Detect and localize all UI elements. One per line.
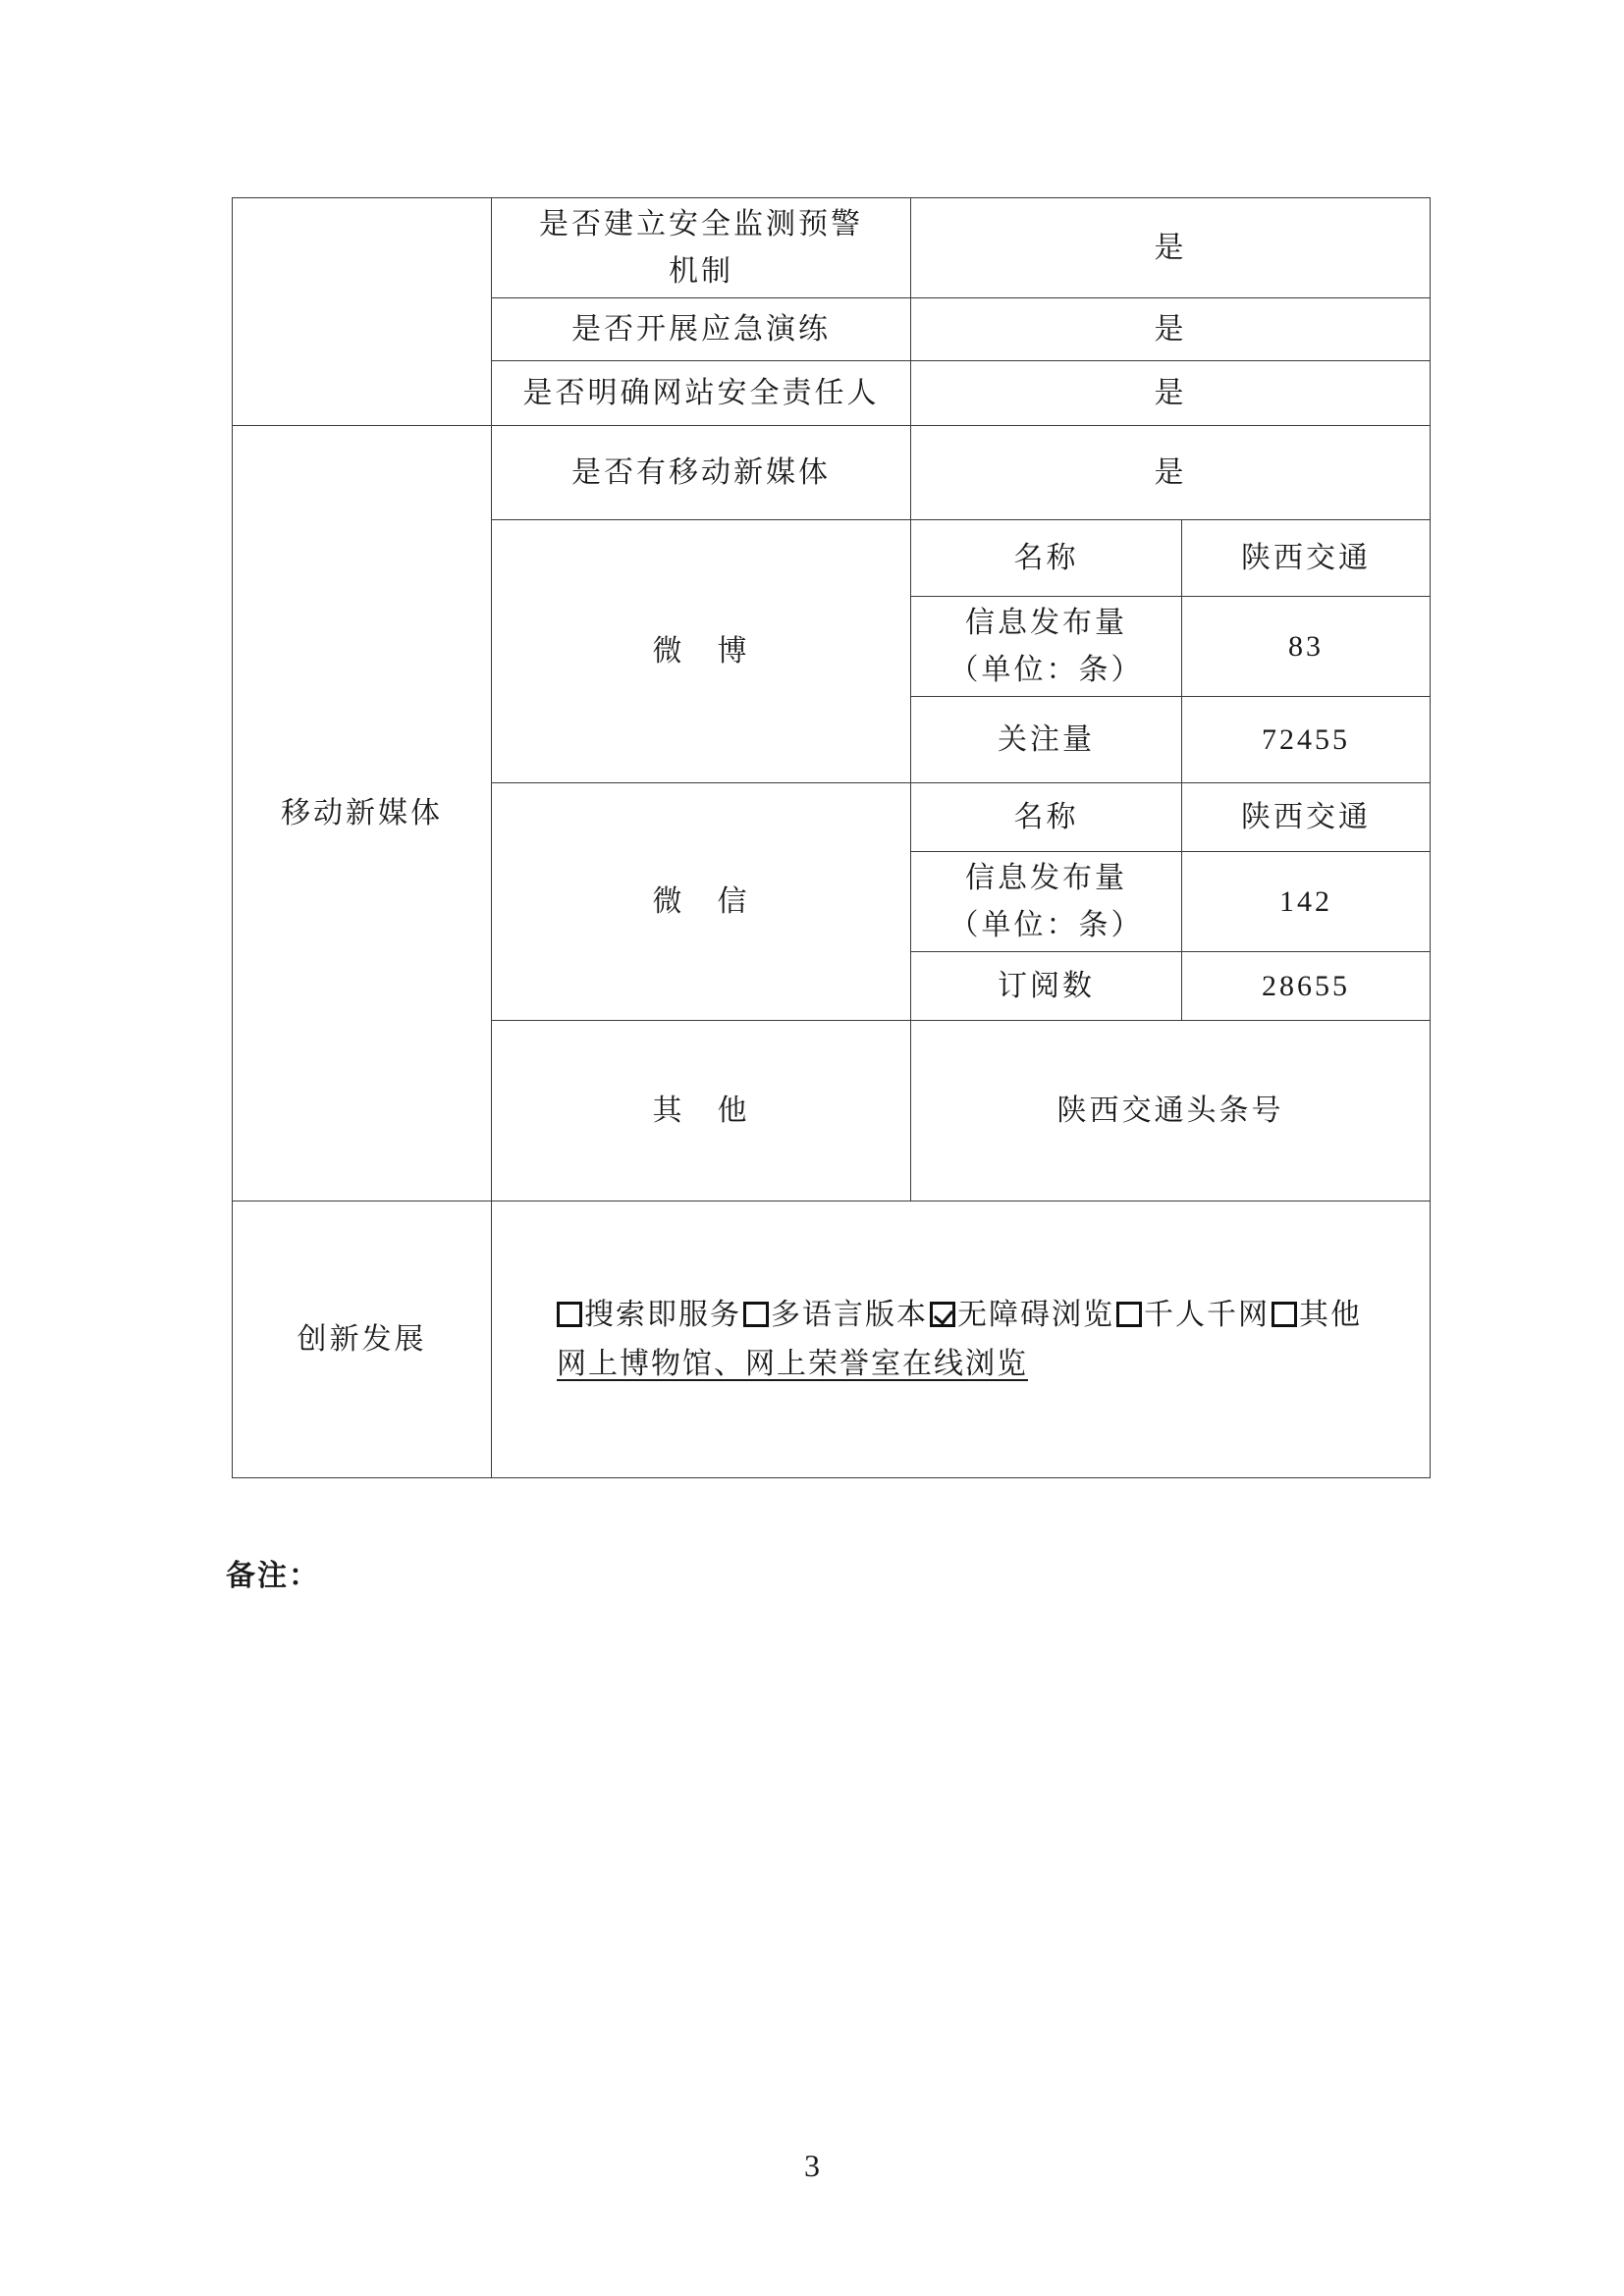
innovation-other-line xyxy=(557,1340,1420,1389)
report-table xyxy=(232,197,1431,1478)
weibo-label: 微 博 xyxy=(492,520,911,783)
wechat-label: 微 信 xyxy=(492,783,911,1021)
option-search-service-label: 搜索即服务 xyxy=(584,1297,741,1332)
checkbox-search-service[interactable] xyxy=(557,1302,582,1327)
innovation-options-line xyxy=(557,1291,1420,1340)
wechat-posts-label: 信息发布量（单位：条） xyxy=(911,852,1182,952)
has-mobile-media-value: 是 xyxy=(911,426,1431,520)
wechat-posts-value: 142 xyxy=(1182,852,1431,952)
wechat-subscribers-label: 订阅数 xyxy=(911,952,1182,1021)
table-row xyxy=(233,426,1431,520)
weibo-posts-label: 信息发布量（单位：条） xyxy=(911,597,1182,697)
emergency-drill-value: 是 xyxy=(911,298,1431,361)
innovation-other-text: 网上博物馆、网上荣誉室在线浏览 xyxy=(557,1346,1028,1381)
option-personalized-label: 千人千网 xyxy=(1144,1297,1270,1332)
innovation-section-label: 创新发展 xyxy=(233,1201,492,1478)
table-row xyxy=(233,198,1431,298)
weibo-name-value: 陕西交通 xyxy=(1182,520,1431,597)
table-row xyxy=(233,1201,1431,1478)
checkbox-personalized[interactable] xyxy=(1116,1302,1142,1327)
has-mobile-media-label: 是否有移动新媒体 xyxy=(492,426,911,520)
other-media-value: 陕西交通头条号 xyxy=(911,1021,1431,1201)
notes-label: 备注： xyxy=(226,1559,320,1593)
security-officer-value: 是 xyxy=(911,361,1431,426)
innovation-options-cell xyxy=(492,1201,1431,1478)
emergency-drill-label: 是否开展应急演练 xyxy=(492,298,911,361)
weibo-posts-value: 83 xyxy=(1182,597,1431,697)
security-monitoring-value: 是 xyxy=(911,198,1431,298)
mobile-media-section-label: 移动新媒体 xyxy=(233,426,492,1201)
weibo-name-label: 名称 xyxy=(911,520,1182,597)
weibo-followers-value: 72455 xyxy=(1182,697,1431,783)
wechat-name-label: 名称 xyxy=(911,783,1182,852)
option-accessibility-label: 无障碍浏览 xyxy=(957,1297,1114,1332)
security-section-cell xyxy=(233,198,492,426)
other-media-label: 其 他 xyxy=(492,1021,911,1201)
wechat-name-value: 陕西交通 xyxy=(1182,783,1431,852)
weibo-followers-label: 关注量 xyxy=(911,697,1182,783)
checkbox-accessibility[interactable] xyxy=(930,1302,955,1327)
checkbox-multilingual[interactable] xyxy=(743,1302,769,1327)
option-multilingual-label: 多语言版本 xyxy=(771,1297,928,1332)
page-number: 3 xyxy=(804,2148,820,2183)
security-monitoring-label: 是否建立安全监测预警机制 xyxy=(492,198,911,298)
wechat-subscribers-value: 28655 xyxy=(1182,952,1431,1021)
checkbox-other[interactable] xyxy=(1272,1302,1297,1327)
option-other-label: 其他 xyxy=(1299,1297,1362,1332)
security-officer-label: 是否明确网站安全责任人 xyxy=(492,361,911,426)
